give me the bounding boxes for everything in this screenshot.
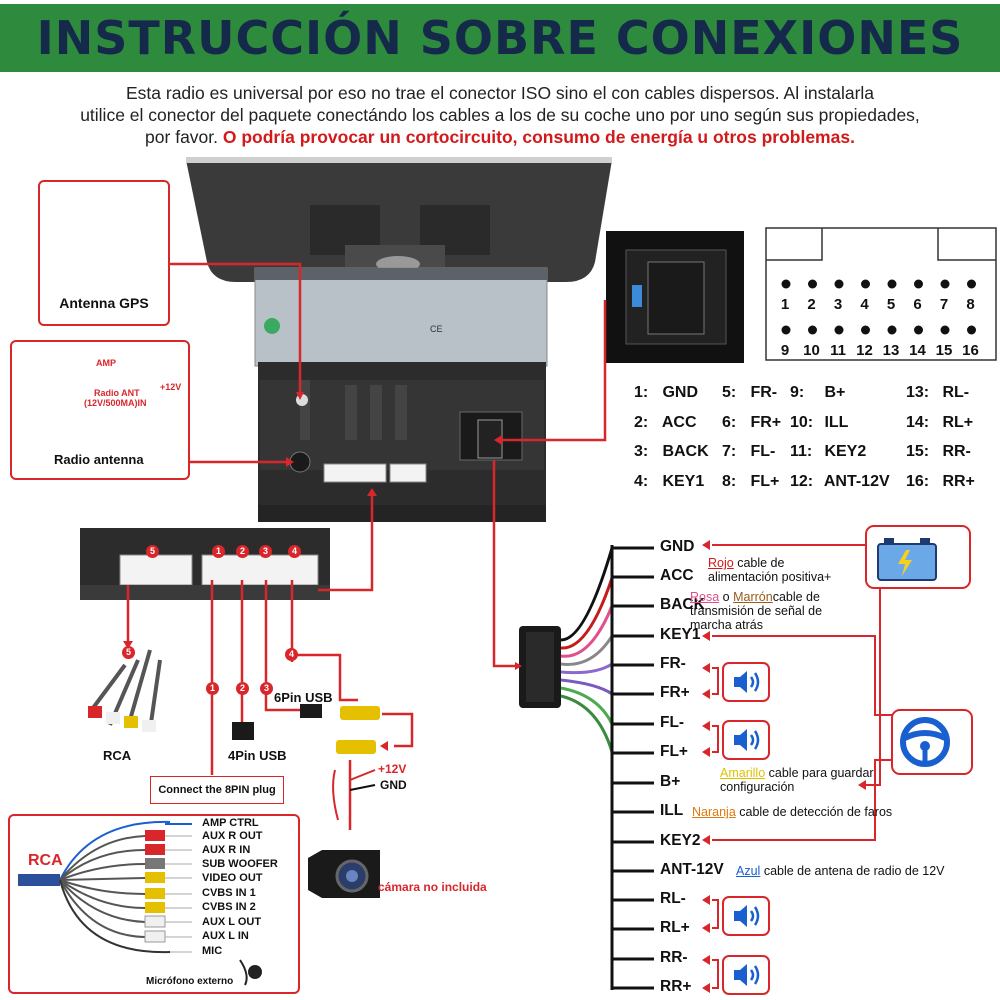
port-badge-1: 1 [212, 545, 225, 558]
wire-label: RR- [660, 949, 688, 966]
pin-legend-item: 13: RL- [906, 384, 970, 401]
camera-label: cámara no incluida [378, 880, 487, 894]
wire-label: RL- [660, 890, 686, 907]
pin-dot [888, 326, 897, 335]
pin-dot [782, 326, 791, 335]
rca-item: CVBS IN 2 [202, 901, 256, 913]
pin-dot [967, 280, 976, 289]
wire-label: ACC [660, 567, 694, 584]
acc-description: Rojo cable de alimentación positiva+ [708, 556, 832, 584]
radio-ant-spec: (12V/500MA)IN [84, 398, 147, 408]
pin-dot [888, 280, 897, 289]
rca-item: SUB WOOFER [202, 858, 278, 870]
pin-number: 2 [807, 296, 816, 313]
ant-description: Azul cable de antena de radio de 12V [736, 864, 945, 878]
warning-text: O podría provocar un cortocircuito, consumo de energía u otros problemas. [222, 127, 855, 147]
pin-number: 1 [780, 296, 790, 313]
wire-label: FR- [660, 655, 686, 672]
pin-legend-item: 1: GND [634, 384, 698, 401]
pin-dot [861, 280, 870, 289]
cable-badge-2: 2 [236, 682, 249, 695]
port-badge-2: 2 [236, 545, 249, 558]
rca-item: MIC [202, 945, 223, 957]
pin-number: 10 [803, 342, 820, 359]
pin-legend-item: 15: RR- [906, 443, 971, 460]
wire-label: ANT-12V [660, 861, 724, 878]
rca-item: AUX L OUT [202, 916, 262, 928]
port-badge-3: 3 [259, 545, 272, 558]
pin-legend-item: 9: B+ [790, 384, 846, 401]
pin-number: 4 [860, 296, 869, 313]
speaker-icon [722, 662, 770, 707]
head-unit-image [186, 160, 612, 522]
pin-legend-item: 2: ACC [634, 413, 697, 431]
wire-label: KEY1 [660, 626, 701, 643]
speaker-icon [722, 896, 770, 941]
wire-label: RR+ [660, 978, 692, 995]
usb4-label: 4Pin USB [228, 748, 287, 763]
rca-item: VIDEO OUT [202, 872, 263, 884]
pin-number: 13 [882, 342, 900, 359]
wire-label: ILL [660, 802, 684, 819]
camera-gnd: GND [380, 778, 407, 792]
cable-badge-4: 4 [285, 648, 298, 661]
speaker-icon [722, 955, 770, 1000]
amp-label: AMP [96, 358, 116, 368]
battery-icon [866, 526, 970, 588]
radio-ant-label: Radio ANT [94, 388, 140, 398]
pin-dot [861, 326, 870, 335]
wire-label: FL- [660, 714, 685, 731]
wire-label: KEY2 [660, 832, 701, 849]
page-title: INSTRUCCIÓN SOBRE CONEXIONES [36, 11, 964, 65]
wire-label: BACK [660, 596, 705, 613]
radio-antenna-label: Radio antenna [54, 452, 144, 467]
harness-image [519, 548, 612, 752]
pin-dot [808, 326, 817, 335]
pin-legend-item: 10: ILL [790, 413, 849, 431]
pin-number: 3 [833, 296, 843, 313]
pin-dot [782, 280, 791, 289]
pin-number: 7 [939, 296, 949, 313]
port-badge-5: 5 [146, 545, 159, 558]
wire-label: GND [660, 538, 695, 555]
eight-pin-box: Connect the 8PIN plug [150, 776, 284, 804]
ill-description: Naranja cable de detección de faros [692, 805, 893, 819]
rca-item: AUX L IN [202, 930, 249, 942]
pin-diagram [766, 228, 996, 360]
gps-label: Antenna GPS [59, 295, 149, 311]
camera-plus12: +12V [378, 762, 407, 776]
intro-line-3: por favor. O podría provocar un cortocircuito, consumo de energía u otros problemas. [145, 127, 855, 147]
pin-number: 11 [830, 342, 846, 359]
pin-legend-item: 7: FL- [722, 443, 776, 460]
rca-item: AUX R IN [202, 844, 251, 856]
back-description: Rosa o Marróncable de transmisión de señal de marcha atrás [690, 590, 823, 632]
pin-dot [967, 326, 976, 335]
usb6-label: 6Pin USB [274, 690, 333, 705]
rca-label: RCA [103, 748, 132, 763]
pin-legend-item: 12: ANT-12V [790, 472, 890, 490]
pin-dot [941, 280, 950, 289]
mic-label: Micrófono externo [146, 976, 234, 987]
speaker-icon [722, 720, 770, 765]
rca-box-title: RCA [28, 852, 63, 869]
pin-dot [914, 280, 923, 289]
pin-number: 12 [856, 342, 873, 359]
pin-legend-item: 11: KEY2 [790, 443, 867, 460]
intro-line-2: utilice el conector del paquete conectándo los cables a los de su coche uno por uno según sus propiedades, [80, 105, 920, 125]
cable-badge-1: 1 [206, 682, 219, 695]
wire-label: RL+ [660, 919, 690, 936]
pin-legend-item: 4: KEY1 [634, 472, 705, 490]
wire-label: FR+ [660, 684, 690, 701]
plus12-label: +12V [160, 382, 182, 392]
connector-closeup-image [606, 231, 744, 363]
svg-text:CE: CE [430, 324, 443, 334]
camera-image [308, 850, 380, 898]
pin-dot [808, 280, 817, 289]
pin-number: 14 [909, 342, 926, 359]
pin-legend-item: 16: RR+ [906, 472, 975, 490]
pin-legend-item: 3: BACK [634, 443, 709, 460]
pin-number: 9 [780, 342, 790, 359]
pin-number: 16 [962, 342, 979, 359]
pin-number: 6 [913, 296, 922, 313]
rca-item: AMP CTRL [202, 817, 259, 829]
wire-label: FL+ [660, 743, 688, 760]
pin-number: 8 [966, 296, 975, 313]
cable-badge-5: 5 [122, 646, 135, 659]
pin-dot [914, 326, 923, 335]
pin-legend-item: 8: FL+ [722, 472, 780, 490]
cable-badge-3: 3 [260, 682, 273, 695]
bplus-description: Amarillo cable para guardar configuración [720, 766, 874, 794]
pin-number: 5 [886, 296, 896, 313]
rca-cable-image [88, 650, 160, 732]
port-badge-4: 4 [288, 545, 301, 558]
pin-dot [941, 326, 950, 335]
pin-dot [835, 326, 844, 335]
intro-line-1: Esta radio es universal por eso no trae el conector ISO sino el con cables dispersos. Al instalarla [125, 83, 875, 103]
pin-legend-item: 6: FR+ [722, 413, 782, 431]
pin-legend-item: 5: FR- [722, 384, 778, 401]
pin-number: 15 [935, 342, 953, 359]
rca-item: CVBS IN 1 [202, 887, 256, 899]
pin-legend-item: 14: RL+ [906, 413, 974, 431]
steering-wheel-icon [892, 710, 972, 774]
pin-dot [835, 280, 844, 289]
wire-label: B+ [660, 773, 681, 790]
rca-item: AUX R OUT [202, 830, 263, 842]
